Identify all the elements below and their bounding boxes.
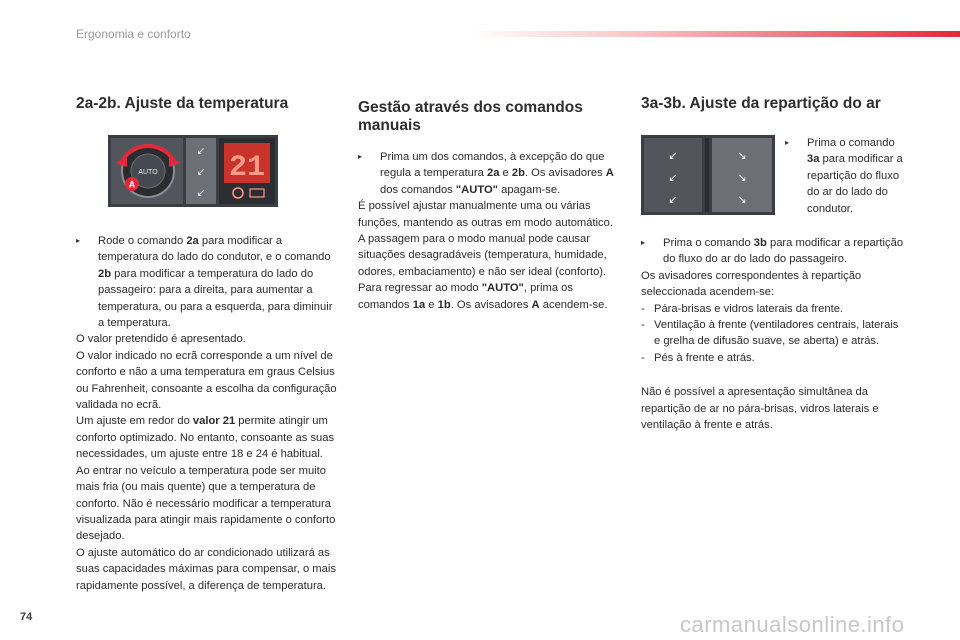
page-number: 74 [20, 611, 33, 623]
paragraph: Um ajuste em redor do valor 21 permite atingir um conforto optimizado. No entanto, consoante as suas necessidades, um ajuste entre 18 e 24 é habitual. [76, 415, 335, 461]
indicator-a-label: A [128, 179, 136, 190]
bullet-marker-icon: ▸ [785, 138, 790, 147]
passenger-feet-air-icon: ↘ [737, 194, 747, 206]
column-temperature [76, 95, 338, 594]
airflow-face-icon: ↙ [196, 167, 206, 178]
list-item: - Pára-brisas e vidros laterais da frente. [641, 302, 844, 315]
passenger-face-air-icon: ↘ [737, 172, 747, 184]
temperature-instruction: ▸ Rode o comando 2a para modificar a temperatura do lado do condutor, e o comando 2b para modificar a temperatura do lado do passageiro: para a direita, para aumentar a temperatura, ou para a esquerda, para diminuir a temperatura. [76, 233, 338, 331]
feet-air-icon: ↙ [668, 194, 678, 206]
airflow-windscreen-icon: ↙ [196, 146, 206, 157]
temperature-control-illustration [108, 135, 278, 207]
air-distribution-heading: 3a-3b. Ajuste da repartição do ar [641, 95, 881, 112]
paragraph: O valor pretendido é apresentado. [76, 333, 246, 346]
paragraph: Ao entrar no veículo a temperatura pode ser muito mais fria (ou mais quente) que a temperatura de conforto. Não é necessário modificar a temperatura visualizada para atingir mais rapidamente o conforto desejado. [76, 464, 336, 543]
column-manual-controls [358, 99, 618, 313]
air-distribution-illustration [641, 135, 775, 215]
column-air-distribution [641, 95, 905, 434]
paragraph: Não é possível a apresentação simultânea da repartição de ar no pára-brisas, vidros laterais e ventilação à frente e atrás. [641, 386, 879, 432]
section-header-title: Ergonomia e conforto [76, 27, 191, 41]
list-item: - Pés à frente e atrás. [641, 351, 755, 364]
list-item: - Ventilação à frente (ventiladores centrais, laterais e grelha de difusão suave, se aberta) e atrás. [641, 319, 899, 348]
bullet-marker-icon: ▸ [76, 236, 81, 245]
airflow-feet-icon: ↙ [196, 188, 206, 199]
bullet-marker-icon: ▸ [641, 238, 646, 248]
passenger-distribution-instruction: ▸ Prima o comando 3b para modificar a repartição do fluxo do ar do lado do passageiro. [641, 235, 905, 268]
temperature-heading: 2a-2b. Ajuste da temperatura [76, 95, 289, 112]
manual-controls-heading: Gestão através dos comandos manuais [358, 99, 583, 134]
header-accent-bar [470, 31, 960, 37]
paragraph: O ajuste automático do ar condicionado utilizará as suas capacidades máximas para compensar, o mais rapidamente possível, a diferença de temperatura. [76, 546, 336, 592]
paragraph: Os avisadores correspondentes à repartição seleccionada acendem-se: [641, 269, 862, 299]
temperature-display-value: 21 [228, 151, 266, 185]
watermark: carmanualsonline.info [680, 612, 905, 637]
driver-distribution-instruction: ▸ Prima o comando 3a para modificar a repartição do fluxo do ar do lado do condutor. [785, 135, 905, 217]
manual-instruction: ▸ Prima um dos comandos, à excepção do que regula a temperatura 2a e 2b. Os avisadores A dos comandos "AUTO" apagam-se. [358, 149, 618, 198]
paragraph: A passagem para o modo manual pode causar situações desagradáveis (temperatura, humidade, odores, embaciamento) e não ser ideal (conforto). [358, 233, 607, 278]
bullet-marker-icon: ▸ [358, 152, 363, 161]
face-air-icon: ↙ [668, 172, 678, 184]
paragraph: O valor indicado no ecrã corresponde a um nível de conforto e não a uma temperatura em graus Celsius ou Fahrenheit, consoante a escolha da configuração validada no ecrã. [76, 349, 337, 412]
paragraph: É possível ajustar manualmente uma ou várias funções, mantendo as outras em modo automático. [358, 200, 613, 229]
paragraph: Para regressar ao modo "AUTO", prima os comandos 1a e 1b. Os avisadores A acendem-se. [358, 282, 608, 311]
passenger-windscreen-air-icon: ↘ [737, 150, 747, 162]
auto-button-label: AUTO [138, 169, 158, 176]
windscreen-air-icon: ↙ [668, 150, 678, 162]
